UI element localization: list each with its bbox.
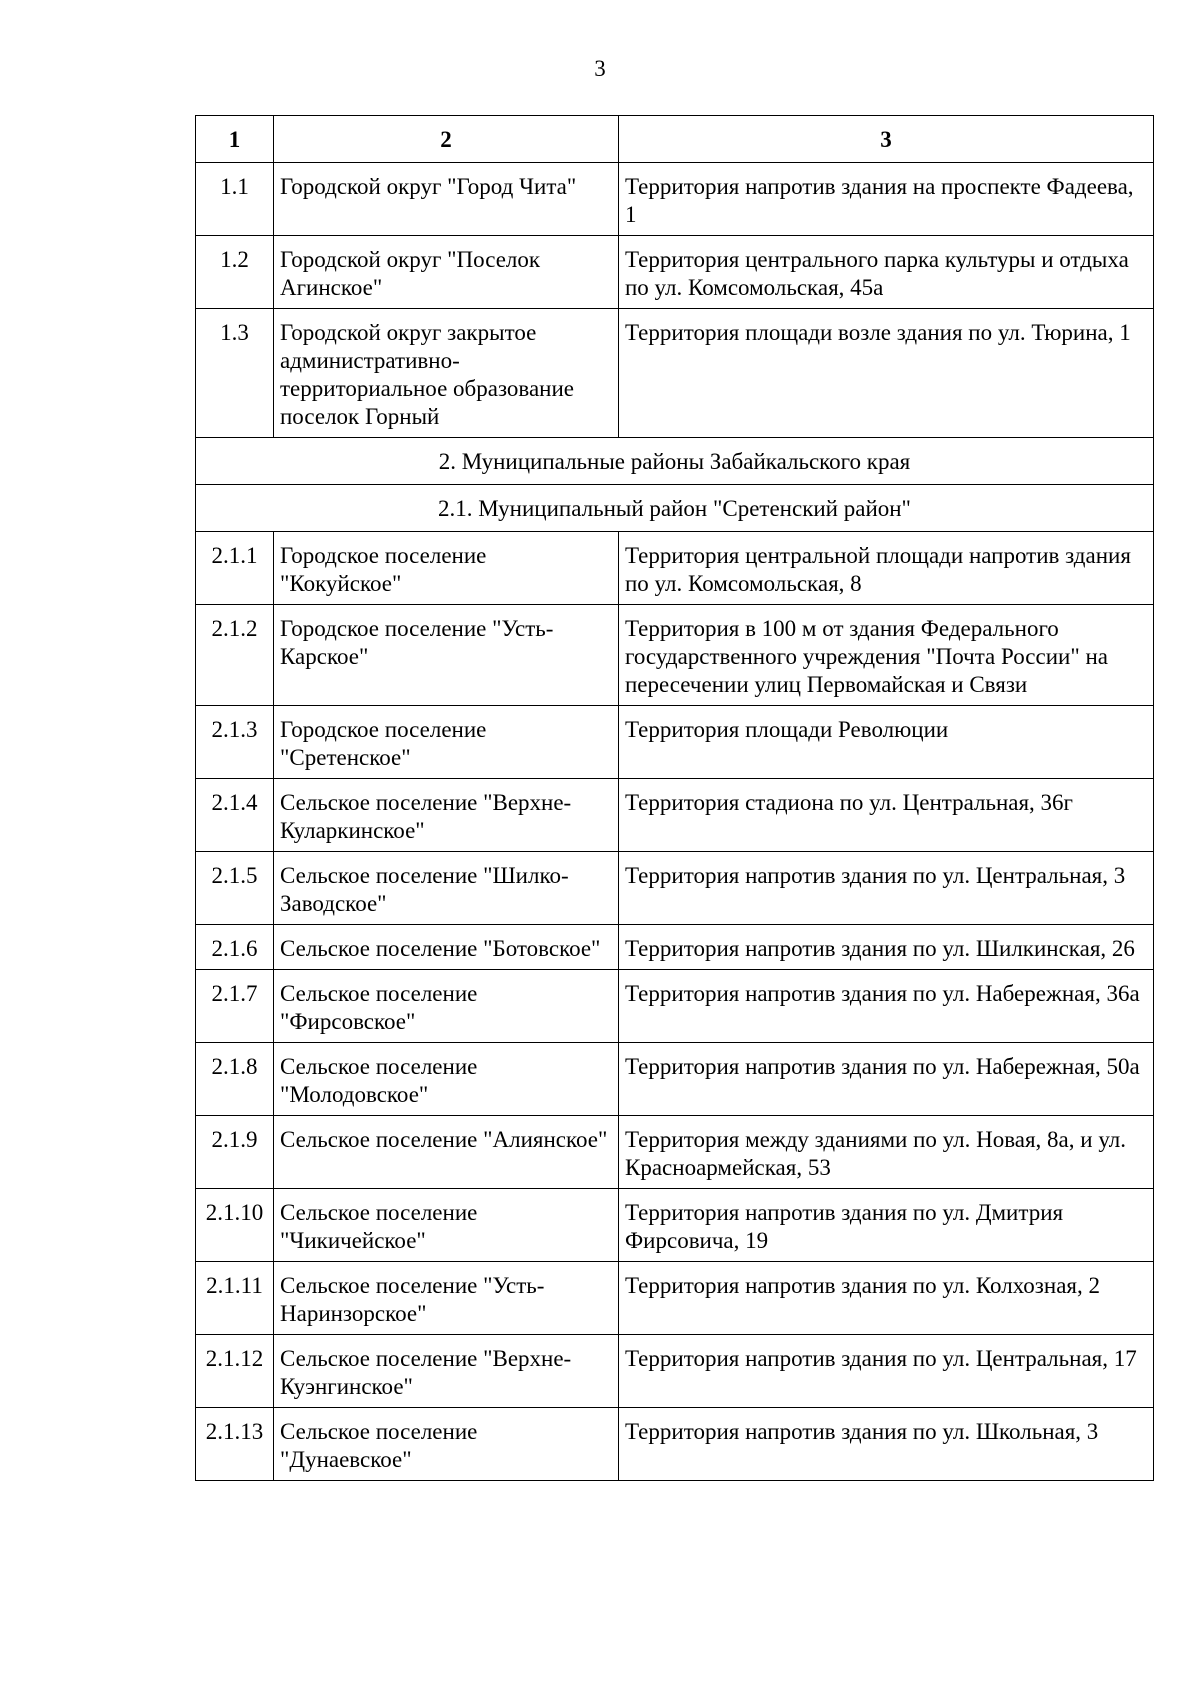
municipality-name: Сельское поселение "Верхне-Куларкинское": [274, 779, 619, 852]
municipality-name: Городской округ "Поселок Агинское": [274, 236, 619, 309]
row-number: 2.1.5: [196, 852, 274, 925]
municipality-name: Сельское поселение "Усть-Наринзорское": [274, 1262, 619, 1335]
location-description: Территория напротив здания по ул. Центральная, 17: [619, 1335, 1154, 1408]
table-row: [196, 1408, 1154, 1481]
row-number: 2.1.3: [196, 706, 274, 779]
location-description: Территория напротив здания на проспекте Фадеева, 1: [619, 163, 1154, 236]
row-number: 2.1.12: [196, 1335, 274, 1408]
municipality-name: Городское поселение "Сретенское": [274, 706, 619, 779]
table-row: [196, 309, 1154, 438]
column-header-3: 3: [619, 116, 1154, 163]
table-row: [196, 1335, 1154, 1408]
section-title-sretensky-district: 2.1. Муниципальный район "Сретенский район": [196, 485, 1154, 532]
location-description: Территория напротив здания по ул. Колхозная, 2: [619, 1262, 1154, 1335]
municipality-name: Сельское поселение "Молодовское": [274, 1043, 619, 1116]
row-number: 2.1.4: [196, 779, 274, 852]
table-row: [196, 1043, 1154, 1116]
table-row: [196, 852, 1154, 925]
column-header-2: 2: [274, 116, 619, 163]
municipality-name: Городское поселение "Усть-Карское": [274, 605, 619, 706]
municipality-name: Сельское поселение "Дунаевское": [274, 1408, 619, 1481]
table-row: [196, 706, 1154, 779]
section-title-municipal-districts: 2. Муниципальные районы Забайкальского края: [196, 438, 1154, 485]
table-row: [196, 925, 1154, 970]
location-description: Территория напротив здания по ул. Центральная, 3: [619, 852, 1154, 925]
row-number: 2.1.1: [196, 532, 274, 605]
location-description: Территория площади возле здания по ул. Тюрина, 1: [619, 309, 1154, 438]
row-number: 2.1.7: [196, 970, 274, 1043]
table-header-row: [196, 116, 1154, 163]
municipality-name: Сельское поселение "Шилко-Заводское": [274, 852, 619, 925]
row-number: 2.1.10: [196, 1189, 274, 1262]
location-description: Территория в 100 м от здания Федерального государственного учреждения "Почта России" на пересечении улиц Первомайская и Связи: [619, 605, 1154, 706]
row-number: 2.1.6: [196, 925, 274, 970]
table-row: [196, 1189, 1154, 1262]
page-number: 3: [594, 56, 606, 81]
location-description: Территория напротив здания по ул. Набережная, 36а: [619, 970, 1154, 1043]
location-description: Территория между зданиями по ул. Новая, 8а, и ул. Красноармейская, 53: [619, 1116, 1154, 1189]
section-row: [196, 485, 1154, 532]
row-number: 2.1.13: [196, 1408, 274, 1481]
table-row: [196, 779, 1154, 852]
municipality-name: Городской округ закрытое административно-территориальное образование поселок Горный: [274, 309, 619, 438]
locations-table: [195, 115, 1154, 1481]
table-row: [196, 163, 1154, 236]
municipality-name: Сельское поселение "Фирсовское": [274, 970, 619, 1043]
section-row: [196, 438, 1154, 485]
row-number: 1.2: [196, 236, 274, 309]
column-header-1: 1: [196, 116, 274, 163]
municipality-name: Сельское поселение "Алиянское": [274, 1116, 619, 1189]
table-row: [196, 532, 1154, 605]
location-description: Территория напротив здания по ул. Школьная, 3: [619, 1408, 1154, 1481]
table-row: [196, 605, 1154, 706]
table-row: [196, 1116, 1154, 1189]
location-description: Территория напротив здания по ул. Шилкинская, 26: [619, 925, 1154, 970]
location-description: Территория центрального парка культуры и отдыха по ул. Комсомольская, 45а: [619, 236, 1154, 309]
row-number: 2.1.11: [196, 1262, 274, 1335]
table-row: [196, 236, 1154, 309]
location-description: Территория напротив здания по ул. Дмитрия Фирсовича, 19: [619, 1189, 1154, 1262]
location-description: Территория напротив здания по ул. Набережная, 50а: [619, 1043, 1154, 1116]
row-number: 1.1: [196, 163, 274, 236]
location-description: Территория стадиона по ул. Центральная, 36г: [619, 779, 1154, 852]
location-description: Территория площади Революции: [619, 706, 1154, 779]
row-number: 2.1.9: [196, 1116, 274, 1189]
table-row: [196, 1262, 1154, 1335]
row-number: 2.1.8: [196, 1043, 274, 1116]
municipality-name: Сельское поселение "Чикичейское": [274, 1189, 619, 1262]
location-description: Территория центральной площади напротив здания по ул. Комсомольская, 8: [619, 532, 1154, 605]
row-number: 2.1.2: [196, 605, 274, 706]
municipality-name: Сельское поселение "Ботовское": [274, 925, 619, 970]
municipality-name: Городской округ "Город Чита": [274, 163, 619, 236]
row-number: 1.3: [196, 309, 274, 438]
table-row: [196, 970, 1154, 1043]
municipality-name: Сельское поселение "Верхне-Куэнгинское": [274, 1335, 619, 1408]
municipality-name: Городское поселение "Кокуйское": [274, 532, 619, 605]
